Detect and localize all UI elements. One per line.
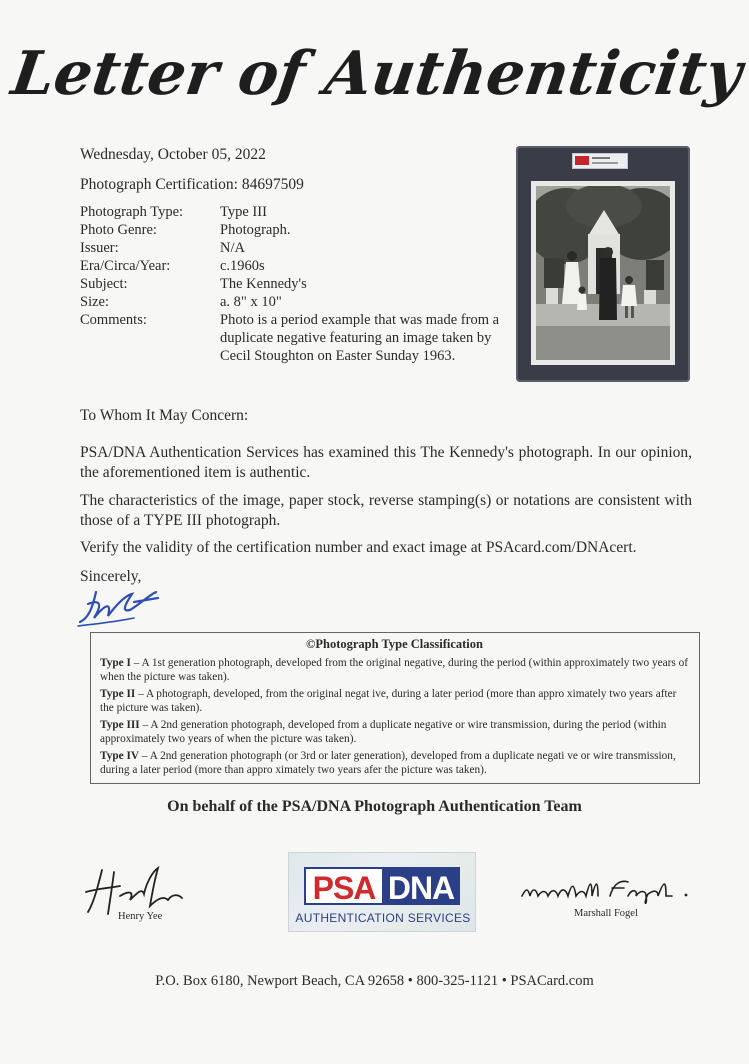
type-text: – A photograph, developed, from the original negat ive, during a later period (more than appro ximately two years after the picture was taken). (100, 687, 677, 714)
detail-row-era (80, 257, 500, 275)
logo-psa: PSA (304, 867, 384, 905)
type-name: Type III (100, 718, 140, 731)
certification-number: 84697509 (241, 176, 304, 193)
detail-value: The Kennedy's (220, 276, 307, 292)
type-definition (100, 749, 689, 778)
paragraph-characteristics: The characteristics of the image, paper stock, reverse stamping(s) or notations are consistent with those of a TYPE III photograph. (80, 492, 692, 529)
type-text: – A 2nd generation photograph, developed from a duplicate negative or wire transmission, during the period (within approximately two years of when the picture was taken). (100, 718, 667, 745)
detail-label: Comments: (80, 312, 147, 328)
slabbed-photo (516, 146, 690, 382)
signer-name-left: Henry Yee (118, 911, 163, 922)
type-name: Type II (100, 687, 136, 700)
certification-label: Photograph Certification: (80, 176, 238, 193)
detail-value: Photo is a period example that was made from a duplicate negative featuring an image taken by Cecil Stoughton on Easter Sunday 1963. (220, 312, 500, 364)
classification-title: ©Photograph Type Classification (306, 637, 483, 651)
kennedy-photograph (531, 181, 675, 365)
detail-row-issuer (80, 239, 500, 257)
paragraph-verify: Verify the validity of the certification number and exact image at PSAcard.com/DNAcert. (80, 539, 637, 556)
detail-row-subject (80, 275, 500, 293)
signer-name-right: Marshall Fogel (574, 908, 638, 919)
type-name: Type I (100, 656, 131, 669)
detail-label: Size: (80, 294, 109, 310)
detail-value: c.1960s (220, 258, 265, 274)
detail-label: Subject: (80, 276, 128, 292)
detail-row-size (80, 293, 500, 311)
paragraph-examined: PSA/DNA Authentication Services has examined this The Kennedy's photograph. In our opinion, the aforementioned item is authentic. (80, 444, 692, 481)
detail-value: Type III (220, 204, 267, 220)
logo-subtitle: AUTHENTICATION SERVICES (295, 911, 471, 925)
type-classification-box (90, 632, 700, 784)
type-definition (100, 687, 689, 716)
authenticator-signature (74, 582, 164, 635)
salutation: To Whom It May Concern: (80, 407, 249, 424)
slab-label (572, 153, 628, 169)
logo-dna: DNA (382, 867, 460, 905)
letter-date: Wednesday, October 05, 2022 (80, 146, 266, 163)
signature-marshall-fogel (518, 876, 694, 911)
detail-label: Issuer: (80, 240, 119, 256)
certification-line (80, 176, 304, 194)
type-definition (100, 718, 689, 747)
detail-row-type (80, 203, 500, 221)
detail-row-comments (80, 311, 500, 365)
type-definition (100, 656, 689, 685)
closing: Sincerely, (80, 568, 142, 585)
photo-image (536, 186, 670, 360)
psa-dna-logo (288, 852, 476, 932)
type-name: Type IV (100, 749, 140, 762)
letter-title (0, 22, 749, 122)
detail-value: Photograph. (220, 222, 291, 238)
behalf-statement: On behalf of the PSA/DNA Photograph Authentication Team (167, 798, 582, 815)
footer-contact: P.O. Box 6180, Newport Beach, CA 92658 • 800-325-1121 • PSACard.com (155, 973, 594, 989)
detail-value: N/A (220, 240, 245, 256)
type-text: – A 2nd generation photograph (or 3rd or later generation), developed from a duplicate negati ve or wire transmission, during a later period (more than appro ximately two years afer the picture was taken). (100, 749, 676, 776)
detail-label: Era/Circa/Year: (80, 258, 171, 274)
letter-title-text: Letter of Authenticity (7, 38, 747, 109)
detail-value: a. 8" x 10" (220, 294, 282, 310)
detail-label: Photo Genre: (80, 222, 157, 238)
type-text: – A 1st generation photograph, developed from the original negative, during the period (within approximately two years of when the picture was taken). (100, 656, 689, 683)
photo-details (80, 203, 500, 365)
slab-label-logo (575, 156, 589, 165)
detail-label: Photograph Type: (80, 204, 184, 220)
detail-row-genre (80, 221, 500, 239)
